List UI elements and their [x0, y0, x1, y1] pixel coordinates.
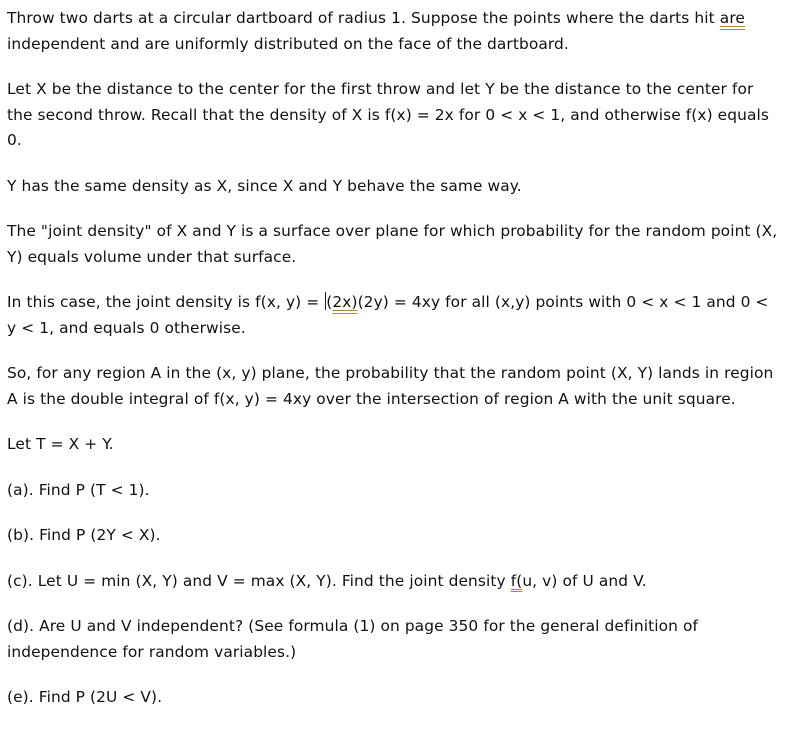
intro-text-end: independent and are uniformly distributed on the face of the dartboard.	[7, 34, 569, 53]
question-c-text-end: u, v) of U and V.	[522, 571, 647, 590]
question-c	[7, 569, 780, 595]
paragraph-joint-density-definition: The "joint density" of X and Y is a surface over plane for which probability for the random point (X, Y) equals volume under that surface.	[7, 222, 778, 266]
paragraph-density-x: Let X be the distance to the center for the first throw and let Y be the distance to the center for the second throw. Recall that the density of X is f(x) = 2x for 0 < x < 1, and otherwise f(x) equals 0.	[7, 80, 769, 149]
formula-paren: (	[326, 293, 333, 311]
question-c-text-start: (c). Let U = min (X, Y) and V = max (X, Y). Find the joint density	[7, 571, 511, 590]
paragraph-intro	[7, 6, 780, 57]
intro-text-start: Throw two darts at a circular dartboard of radius 1. Suppose the points where the darts hit	[7, 9, 720, 27]
question-e: (e). Find P (2U < V).	[7, 688, 163, 706]
spellcheck-word-f: f(	[510, 571, 523, 590]
question-a: (a). Find P (T < 1).	[7, 480, 150, 499]
paragraph-density-y: Y has the same density as X, since X and Y behave the same way.	[7, 176, 522, 195]
question-b: (b). Find P (2Y < X).	[7, 526, 161, 544]
spellcheck-word-are: are	[719, 9, 745, 27]
question-d: (d). Are U and V independent? (See formula (1) on page 350 for the general definition of independence for random variables.)	[7, 617, 698, 661]
spellcheck-word-2x: 2x)	[332, 293, 358, 311]
paragraph-region-probability: So, for any region A in the (x, y) plane, the probability that the random point (X, Y) lands in region A is the double integral of f(x, y) = 4xy over the intersection of region A with the unit square.	[7, 364, 774, 408]
paragraph-define-t: Let T = X + Y.	[7, 435, 114, 453]
formula-text-start: In this case, the joint density is f(x, y) =	[7, 293, 325, 311]
paragraph-joint-density-formula	[7, 290, 780, 341]
formula-text-end: (2y) = 4xy for all (x,y) points with 0 < x < 1 and 0 < y < 1, and equals 0 otherwise.	[7, 293, 769, 337]
